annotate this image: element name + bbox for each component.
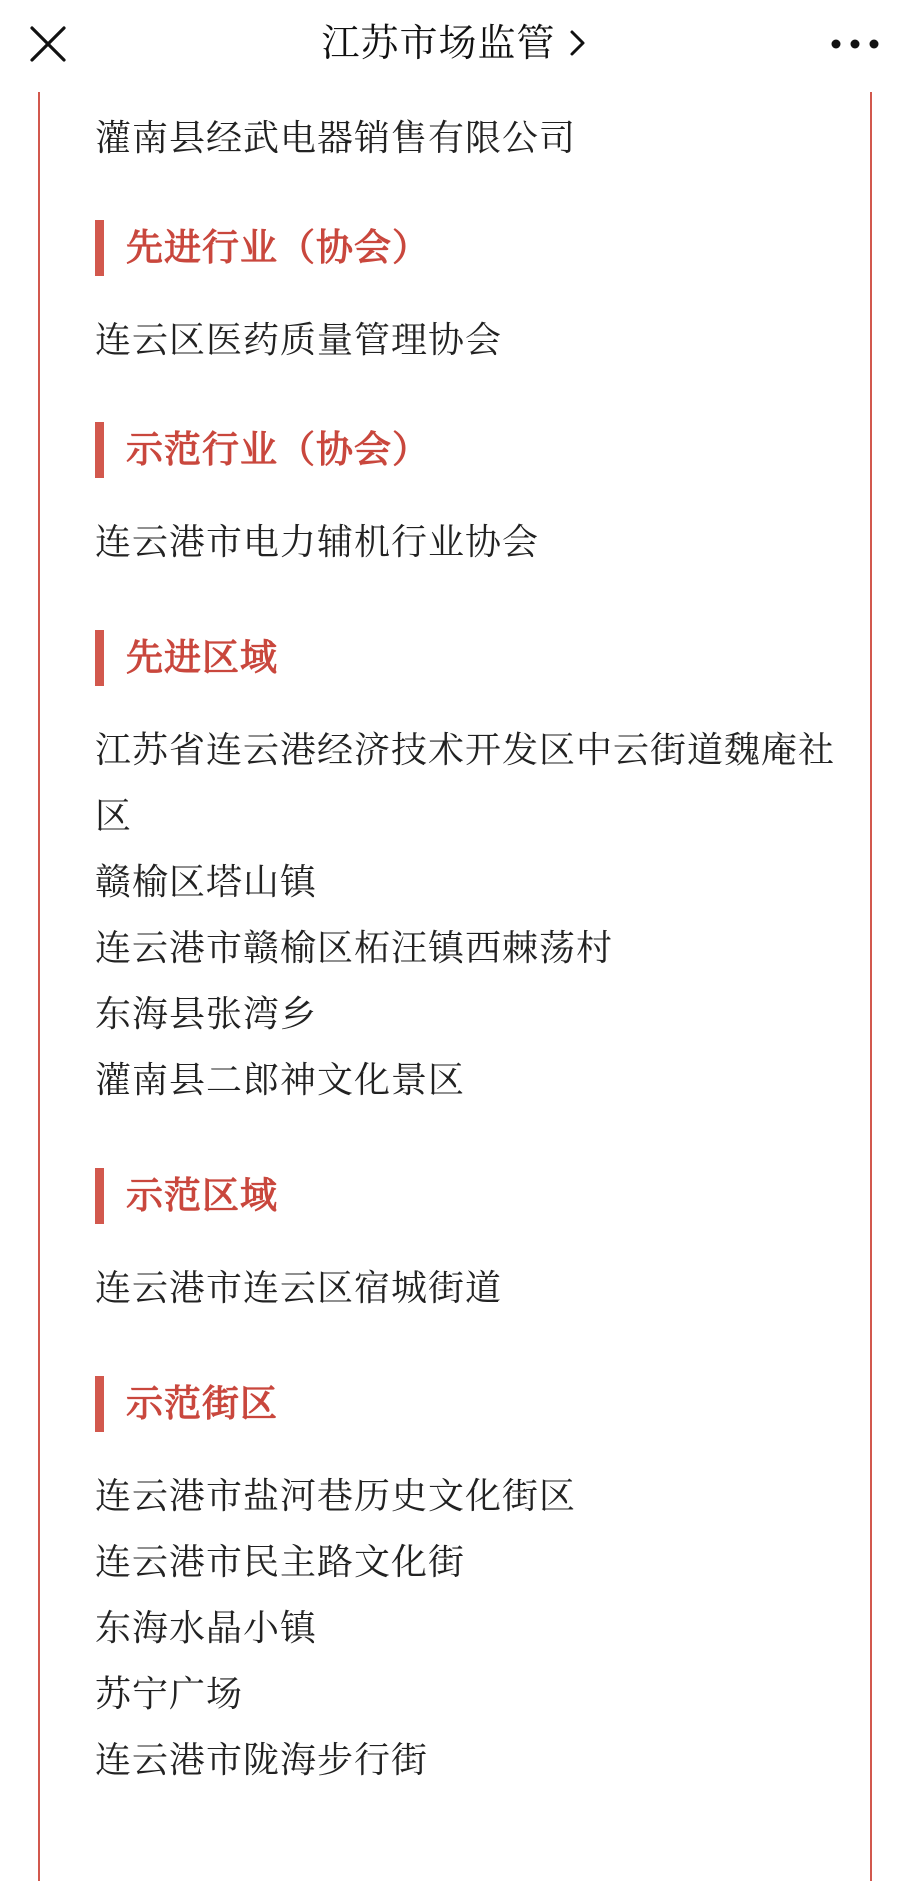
section-title: 示范区域 xyxy=(126,1174,278,1217)
section-heading xyxy=(95,628,835,688)
page-title: 江苏市场监管 xyxy=(321,21,556,65)
section-heading xyxy=(95,1166,835,1226)
list-item: 连云区医药质量管理协会 xyxy=(95,320,503,361)
section-accent-bar xyxy=(95,1168,104,1224)
account-title-link[interactable] xyxy=(0,18,910,68)
section-title: 示范街区 xyxy=(126,1382,278,1425)
list-item: 灌南县二郎神文化景区 xyxy=(95,1060,466,1101)
section-title: 先进区域 xyxy=(126,636,278,679)
section-heading xyxy=(95,420,835,480)
list-item: 连云港市赣榆区柘汪镇西棘荡村 xyxy=(95,928,614,969)
list-item: 江苏省连云港经济技术开发区中云街道魏庵社区 xyxy=(95,730,836,837)
list-item: 连云港市电力辅机行业协会 xyxy=(95,522,540,563)
list-item: 连云港市民主路文化街 xyxy=(95,1542,466,1583)
section-accent-bar xyxy=(95,1376,104,1432)
list-item: 灌南县经武电器销售有限公司 xyxy=(95,118,577,159)
list-item: 赣榆区塔山镇 xyxy=(95,862,318,903)
list-item: 连云港市陇海步行街 xyxy=(95,1740,429,1781)
list-item: 东海水晶小镇 xyxy=(95,1608,318,1649)
chevron-right-icon xyxy=(567,26,589,60)
section-heading xyxy=(95,1374,835,1434)
section-accent-bar xyxy=(95,422,104,478)
section-accent-bar xyxy=(95,630,104,686)
article-content xyxy=(95,92,835,1794)
more-dots-icon xyxy=(828,24,882,64)
top-navbar xyxy=(0,0,910,92)
section-title: 示范行业（协会） xyxy=(126,428,430,471)
section-heading xyxy=(95,218,835,278)
list-item: 连云港市盐河巷历史文化街区 xyxy=(95,1476,577,1517)
list-item: 东海县张湾乡 xyxy=(95,994,318,1035)
section-title: 先进行业（协会） xyxy=(126,226,430,269)
section-accent-bar xyxy=(95,220,104,276)
more-button[interactable] xyxy=(828,24,882,64)
list-item: 连云港市连云区宿城街道 xyxy=(95,1268,503,1309)
list-item: 苏宁广场 xyxy=(95,1674,244,1715)
